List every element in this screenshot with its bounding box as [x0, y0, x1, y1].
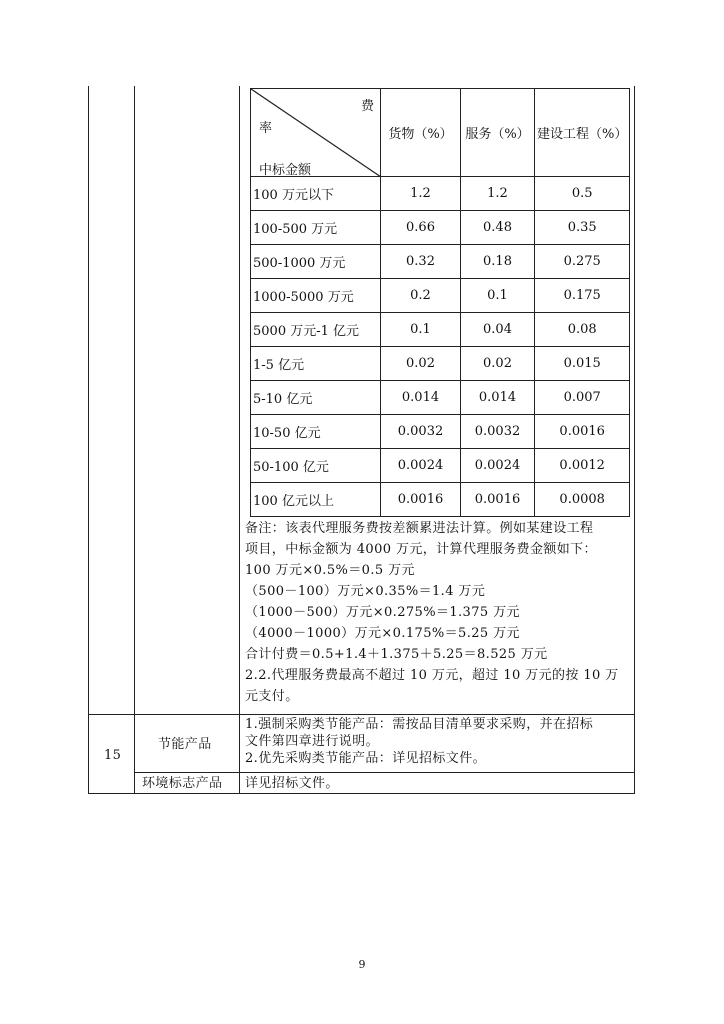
- construction-rate: 0.275: [535, 245, 630, 279]
- table-row: [251, 347, 630, 381]
- construction-rate: 0.0016: [535, 415, 630, 449]
- row-number-15: 15: [104, 748, 122, 763]
- column-header-construction: 建设工程（%）: [535, 89, 630, 177]
- outer-border-bottom: [88, 793, 635, 794]
- diagonal-header-cell: [251, 89, 381, 177]
- row-label: 10-50 亿元: [251, 415, 381, 449]
- goods-rate: 0.66: [381, 211, 461, 245]
- construction-rate: 0.5: [535, 177, 630, 211]
- table-row: [251, 313, 630, 347]
- service-rate: 0.04: [461, 313, 535, 347]
- note-line: 合计付费＝0.5+1.4＋1.375＋5.25＝8.525 万元: [245, 647, 548, 662]
- outer-border-left: [88, 86, 89, 794]
- goods-rate: 0.02: [381, 347, 461, 381]
- table-row: [251, 483, 630, 517]
- fee-table-header-row: [251, 89, 630, 177]
- table-row: [251, 211, 630, 245]
- note-line: 项目，中标金额为 4000 万元，计算代理服务费金额如下：: [245, 542, 597, 557]
- table-row: [251, 177, 630, 211]
- row-label: 1000-5000 万元: [251, 279, 381, 313]
- goods-rate: 0.014: [381, 381, 461, 415]
- diag-label-amount: 中标金额: [259, 163, 312, 178]
- table-row: [251, 245, 630, 279]
- energy-product-text: [245, 716, 593, 767]
- table-row: [251, 415, 630, 449]
- row-label: 5000 万元-1 亿元: [251, 313, 381, 347]
- note-line: 备注：该表代理服务费按差额累进法计算。例如某建设工程: [245, 521, 594, 536]
- goods-rate: 1.2: [381, 177, 461, 211]
- row-label: 1-5 亿元: [251, 347, 381, 381]
- service-rate: 1.2: [461, 177, 535, 211]
- service-rate: 0.18: [461, 245, 535, 279]
- row-divider-env: [134, 772, 635, 773]
- construction-rate: 0.0008: [535, 483, 630, 517]
- service-rate: 0.014: [461, 381, 535, 415]
- energy-product-label: 节能产品: [158, 737, 212, 752]
- column-header-goods: 货物（%）: [381, 89, 461, 177]
- outer-border-right: [634, 86, 635, 794]
- page-number: 9: [358, 958, 366, 971]
- fee-rate-table: [250, 88, 630, 517]
- column-divider-2: [239, 86, 240, 794]
- column-divider-1: [134, 86, 135, 794]
- diag-label-rate: 率: [259, 121, 273, 136]
- energy-line: 2.优先采购类节能产品：详见招标文件。: [245, 751, 487, 766]
- construction-rate: 0.175: [535, 279, 630, 313]
- row-label: 100 万元以下: [251, 177, 381, 211]
- service-rate: 0.48: [461, 211, 535, 245]
- row-label: 5-10 亿元: [251, 381, 381, 415]
- row-label: 50-100 亿元: [251, 449, 381, 483]
- goods-rate: 0.1: [381, 313, 461, 347]
- table-row: [251, 381, 630, 415]
- goods-rate: 0.32: [381, 245, 461, 279]
- service-rate: 0.1: [461, 279, 535, 313]
- construction-rate: 0.08: [535, 313, 630, 347]
- service-rate: 0.0032: [461, 415, 535, 449]
- service-rate: 0.0024: [461, 449, 535, 483]
- goods-rate: 0.0032: [381, 415, 461, 449]
- table-row: [251, 449, 630, 483]
- construction-rate: 0.35: [535, 211, 630, 245]
- energy-line: 1.强制采购类节能产品：需按品目清单要求采购，并在招标: [245, 717, 594, 732]
- note-line: （1000－500）万元×0.275%＝1.375 万元: [245, 605, 520, 620]
- goods-rate: 0.2: [381, 279, 461, 313]
- service-rate: 0.02: [461, 347, 535, 381]
- table-row: [251, 279, 630, 313]
- env-product-text: 详见招标文件。: [245, 776, 339, 791]
- energy-line: 文件第四章进行说明。: [245, 734, 380, 749]
- row-label: 500-1000 万元: [251, 245, 381, 279]
- construction-rate: 0.0012: [535, 449, 630, 483]
- diag-label-fee: 费: [360, 99, 374, 114]
- note-line: 2.2.代理服务费最高不超过 10 万元，超过 10 万元的按 10 万: [245, 668, 619, 683]
- construction-rate: 0.015: [535, 347, 630, 381]
- column-header-service: 服务（%）: [461, 89, 535, 177]
- service-rate: 0.0016: [461, 483, 535, 517]
- goods-rate: 0.0024: [381, 449, 461, 483]
- row-label: 100 亿元以上: [251, 483, 381, 517]
- goods-rate: 0.0016: [381, 483, 461, 517]
- note-line: 元支付。: [245, 689, 299, 704]
- env-product-label: 环境标志产品: [142, 776, 223, 791]
- row-divider-top-of-15: [88, 714, 635, 715]
- note-line: （4000－1000）万元×0.175%＝5.25 万元: [245, 626, 520, 641]
- construction-rate: 0.007: [535, 381, 630, 415]
- fee-note: [245, 518, 619, 707]
- note-line: （500－100）万元×0.35%＝1.4 万元: [245, 584, 486, 599]
- note-line: 100 万元×0.5%＝0.5 万元: [245, 563, 415, 578]
- row-label: 100-500 万元: [251, 211, 381, 245]
